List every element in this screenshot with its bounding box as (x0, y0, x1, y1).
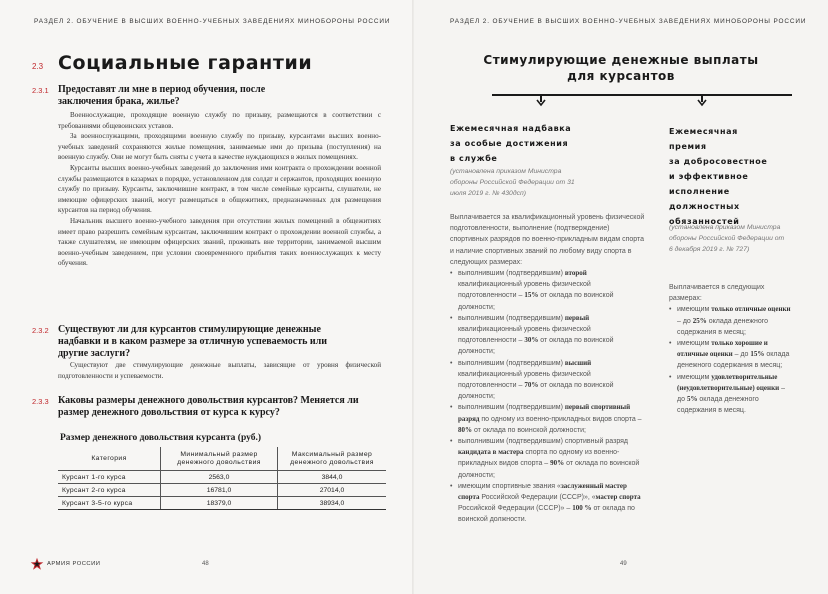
right-page (414, 0, 828, 594)
column-1-heading (450, 121, 650, 166)
table-cell: 2563,0 (161, 471, 278, 484)
list-item: • имеющим только хорошие и отличные оценки – до 15% оклада денежного содержания в месяц; (669, 338, 794, 372)
table-cell: 18379,0 (161, 497, 278, 510)
column-1-note: (установлена приказом Министра обороны Российской Федерации от 31 июля 2019 г. № 430дсп) (450, 168, 575, 197)
heading-line: исполнение (669, 187, 730, 196)
list-item: • выполнившим (подтвердившим) спортивный разряд кандидата в мастера спорта по одному из военно-прикладных видов спорта – 90% от оклада по воинской должности; (450, 436, 646, 481)
column-1-text (450, 212, 646, 526)
heading-line: премия (669, 142, 707, 151)
right-page-title (414, 52, 828, 84)
table-header-row (58, 447, 386, 471)
table-cell: Курсант 2-го курса (58, 484, 161, 497)
logo-text: АРМИЯ РОССИИ (47, 561, 101, 567)
allowance-table (58, 447, 386, 510)
column-2-note: (установлена приказом Министра обороны Российской Федерации от 6 декабря 2019 г. № 727) (669, 224, 785, 253)
question-number-3: 2.3.3 (32, 397, 49, 406)
section-number: 2.3 (32, 62, 44, 71)
list-item: • имеющим спортивные звания «заслуженный мастер спорта Российской Федерации (СССР)», «мастер спорта Российской Федерации (СССР)» – 100 % от оклада по воинской должности. (450, 481, 646, 526)
answer-text-1 (58, 110, 381, 269)
army-logo (30, 557, 100, 571)
section-title: Социальные гарантии (58, 52, 313, 74)
heading-line: обязанностей (669, 217, 740, 226)
paragraph: Военнослужащие, проходящие военную службу по призыву, размещаются в соответствии с требованиями общевоинских уставов. (58, 111, 381, 130)
column-1-bullets (450, 268, 646, 526)
paragraph: Существуют две стимулирующие денежные выплаты, зависящие от уровня физической подготовленности и успеваемости. (58, 361, 381, 380)
star-logo-icon (30, 557, 44, 571)
column-2-heading (669, 124, 799, 229)
column-2-text (669, 282, 794, 416)
heading-line: за особые достижения (450, 139, 569, 148)
column-2-bullets (669, 304, 794, 416)
column-2-intro: Выплачивается в следующих размерах: (669, 284, 765, 303)
arrow-down-icon (536, 99, 546, 107)
column-1-intro: Выплачивается за квалификационный уровень физической подготовленности, выполнение (подтверждение) спортивных разрядов по военно-прикладным видам спорта и наличие спортивных званий по любому виду спорта в следующих размерах: (450, 214, 645, 266)
heading-line: Ежемесячная (669, 127, 738, 136)
paragraph: Курсанты высших военно-учебных заведений до заключения ими контракта о прохождении военной службы размещаются в казармах в порядке, установленном для солдат и сержантов, проходящих военную службу по призыву. Курсанты, заключившие контракт, в том числе семейные курсанты, слушатели, не имеющие офицерских званий, могут размещаться в общежитиях, предназначенных для размещения курсантов на период обучения. (58, 163, 381, 215)
table-cell: Курсант 3-5-го курса (58, 497, 161, 510)
column-header: Максимальный размер денежного довольствия (278, 447, 387, 471)
title-line: Стимулирующие денежные выплаты (483, 53, 759, 67)
heading-line: за добросовестное (669, 157, 768, 166)
heading-line: и эффективное (669, 172, 749, 181)
question-title-3: Каковы размеры денежного довольствия курсантов? Меняется ли размер денежного довольствия от курса к курсу? (58, 395, 359, 418)
running-header-right: РАЗДЕЛ 2. ОБУЧЕНИЕ В ВЫСШИХ ВОЕННО-УЧЕБНЫХ ЗАВЕДЕНИЯХ МИНОБОРОНЫ РОССИИ (450, 18, 807, 25)
list-item: • выполнившим (подтвердившим) первый квалификационный уровень физической подготовленности – 30% от оклада по воинской должности; (450, 313, 646, 358)
page-number-left: 48 (202, 561, 209, 567)
arrow-down-icon (697, 99, 707, 107)
paragraph: Начальник высшего военно-учебного заведения при отсутствии жилых помещений в общежитиях имеет право разрешить семейным курсантам, заключившим контракт о прохождении военной службы, а также слушателям, не имеющим офицерских званий, проживать вне территории, занимаемой высшим военно-учебным заведением, при условии своевременного прибытия таких военнослужащих к месту обучения. (58, 216, 381, 268)
question-title-1: Предоставят ли мне в период обучения, после заключения брака, жилье? (58, 84, 266, 107)
table-row (58, 484, 386, 497)
running-header-left: РАЗДЕЛ 2. ОБУЧЕНИЕ В ВЫСШИХ ВОЕННО-УЧЕБНЫХ ЗАВЕДЕНИЯХ МИНОБОРОНЫ РОССИИ (34, 18, 391, 25)
table-title: Размер денежного довольствия курсанта (руб.) (60, 433, 262, 443)
list-item: • выполнившим (подтвердившим) высший квалификационный уровень физической подготовленности – 70% от оклада по воинской должности; (450, 358, 646, 403)
question-number-2: 2.3.2 (32, 326, 49, 335)
question-number-1: 2.3.1 (32, 86, 49, 95)
table-row (58, 471, 386, 484)
branch-line (492, 94, 792, 96)
title-line: для курсантов (567, 69, 675, 83)
table-row (58, 497, 386, 510)
list-item: • выполнившим (подтвердившим) второй квалификационный уровень физической подготовленности – 15% от оклада по воинской должности; (450, 268, 646, 313)
column-header: Минимальный размер денежного довольствия (161, 447, 278, 471)
table-cell: 16781,0 (161, 484, 278, 497)
answer-text-2 (58, 360, 381, 381)
list-item: • имеющим только отличные оценки – до 25% оклада денежного содержания в месяц; (669, 304, 794, 338)
paragraph: За военнослужащими, проходящими военную службу по призыву, курсантами высших военно-учебных заведений сохраняются жилые помещения, занимаемые ими до призыва (поступления) на военную службу. Они не могут быть сняты с учета в качестве нуждающихся в жилых помещениях. (58, 132, 381, 162)
heading-line: Ежемесячная надбавка (450, 124, 572, 133)
heading-line: в службе (450, 154, 498, 163)
table-cell: 38934,0 (278, 497, 387, 510)
table-cell: 27014,0 (278, 484, 387, 497)
list-item: • выполнившим (подтвердившим) первый спортивный разряд по одному из военно-прикладных видов спорта – 80% от оклада по воинской должности; (450, 402, 646, 436)
table-cell: 3844,0 (278, 471, 387, 484)
list-item: • имеющим удовлетворительные (неудовлетворительные) оценки – до 5% оклада денежного содержания в месяц. (669, 372, 794, 417)
column-header: Категория (58, 447, 161, 471)
page-number-right: 49 (620, 561, 627, 567)
table-cell: Курсант 1-го курса (58, 471, 161, 484)
question-title-2: Существуют ли для курсантов стимулирующие денежные надбавки и в каком размере за отличную успеваемость или другие заслуги? (58, 324, 328, 359)
heading-line: должностных (669, 202, 740, 211)
